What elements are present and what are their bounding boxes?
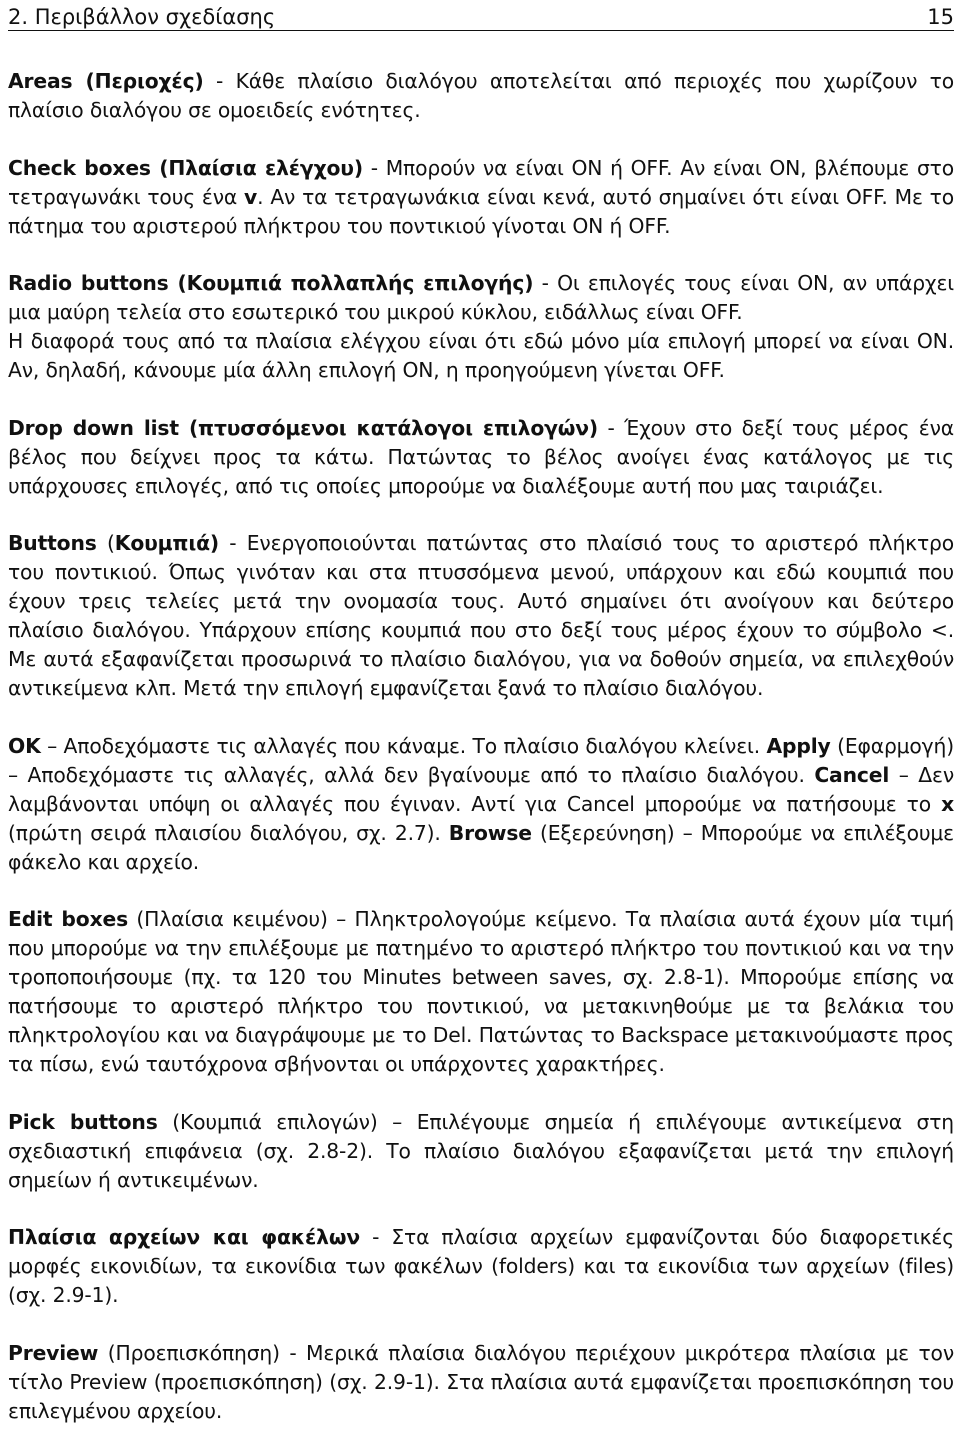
paragraph-preview (8, 1339, 954, 1426)
term-preview: Preview (8, 1340, 99, 1365)
term-x: x (941, 791, 954, 816)
term-apply: Apply (766, 733, 831, 758)
term-areas: Areas (Περιοχές) (8, 69, 204, 93)
text-cancel: – Δεν λαμβάνονται υπόψη οι αλλαγές που έγιναν. Αντί για Cancel μπορούμε να πατήσουμε το (8, 762, 954, 816)
term-checkboxes: Check boxes (Πλαίσια ελέγχου) (8, 155, 363, 180)
text-radio-2: Η διαφορά τους από τα πλαίσια ελέγχου είναι ότι εδώ μόνο μία επιλογή μπορεί να είναι ON. Αν, δηλαδή, κάνουμε μία άλλη επιλογή ON, η προηγούμενη γίνεται OFF. (8, 329, 954, 382)
term-radio-buttons: Radio buttons (Κουμπιά πολλαπλής επιλογής) (8, 271, 534, 295)
paragraph-dropdown (8, 414, 954, 501)
paragraph-checkboxes (8, 154, 954, 241)
term-buttons: Buttons (8, 531, 97, 555)
text-buttons-2: - Ενεργοποιούνται πατώντας στο πλαίσιό τους το αριστερό πλήκτρο του ποντικιού. Όπως γινόταν και στα πτυσσόμενα μενού, υπάρχουν και εδώ κουμπιά που έχουν τρεις τελείες μετά την ονομασία τους. Αυτό σημαίνει ότι ανοίγουν και δεύτερο πλαίσιο διαλόγου. Υπάρχουν επίσης κουμπιά που στο δεξί τους μέρος έχουν το σύμβολο <. Με αυτά εξαφανίζεται προσωρινά το πλαίσιο διαλόγου, για να δοθούν σημεία, να επιλεχθούν αντικείμενα κλπ. Μετά την επιλογή εμφανίζεται ξανά το πλαίσιο διαλόγου. (8, 531, 954, 700)
chapter-title: 2. Περιβάλλον σχεδίασης (8, 5, 276, 29)
text-preview: (Προεπισκόπηση) - Μερικά πλαίσια διαλόγου περιέχουν μικρότερα πλαίσια με τον τίτλο Preview (προεπισκόπηση) (σχ. 2.9-1). Στα πλαίσια αυτά εμφανίζεται προεπισκόπηση του επιλεγμένου αρχείου. (8, 1340, 954, 1423)
term-cancel: Cancel (814, 762, 890, 787)
paragraph-areas (8, 67, 954, 125)
text-areas: - Κάθε πλαίσιο διαλόγου αποτελείται από περιοχές που χωρίζουν το πλαίσιο διαλόγου σε ομοειδείς ενότητες. (8, 69, 954, 122)
text-dropdown: - Έχουν στο δεξί τους μέρος ένα βέλος που δείχνει προς τα κάτω. Πατώντας το βέλος ανοίγει ένας κατάλογος με τις υπάρχουσες επιλογές, από τις οποίες μπορούμε να διαλέξουμε αυτή που μας ταιριάζει. (8, 415, 955, 498)
page-body (8, 67, 954, 1426)
term-edit-boxes: Edit boxes (8, 907, 129, 931)
text-apply: (Εφαρμογή) – Αποδεχόμαστε τις αλλαγές, αλλά δεν βγαίνουμε από το πλαίσιο διαλόγου. (8, 733, 954, 787)
page-number: 15 (927, 5, 954, 29)
text-browse: (Εξερεύνηση) – Μπορούμε να επιλέξουμε φάκελο και αρχείο. (8, 820, 954, 874)
term-browse: Browse (448, 820, 532, 845)
text-buttons-1: ( (96, 531, 115, 555)
paragraph-pick-buttons (8, 1108, 954, 1195)
paragraph-buttons (8, 529, 954, 703)
paragraph-ok-apply-cancel (8, 732, 954, 877)
text-x: (πρώτη σειρά πλαισίου διαλόγου, σχ. 2.7). (8, 820, 449, 845)
text-ok: – Αποδεχόμαστε τις αλλαγές που κάναμε. Το πλαίσιο διαλόγου κλείνει. (40, 733, 767, 758)
text-pick-buttons: (Κουμπιά επιλογών) – Επιλέγουμε σημεία ή επιλέγουμε αντικείμενα στη σχεδιαστική επιφάνεια (σχ. 2.8-2). Το πλαίσιο διαλόγου εξαφανίζεται μετά την επιλογή σημείων ή αντικειμένων. (8, 1109, 954, 1192)
text-radio-1: - Οι επιλογές τους είναι ON, αν υπάρχει μια μαύρη τελεία στο εσωτερικό του μικρού κύκλου, ειδάλλως είναι OFF. (8, 271, 955, 324)
term-pick-buttons: Pick buttons (8, 1109, 158, 1134)
term-dropdown: Drop down list (πτυσσόμενοι κατάλογοι επιλογών) (8, 415, 599, 440)
paragraph-files-folders (8, 1223, 954, 1310)
text-edit-boxes: (Πλαίσια κειμένου) – Πληκτρολογούμε κείμενο. Τα πλαίσια αυτά έχουν μία τιμή που μπορούμε να την επιλέξουμε με πατημένο το αριστερό πλήκτρο του ποντικιού και να την τροποποιήσουμε (πχ. τα 120 του Minutes between saves, σχ. 2.8-1). Μπορούμε επίσης να πατήσουμε το αριστερό πλήκτρο του ποντικιού, να μετακινηθούμε με τα βελάκια του πληκτρολογίου και να διαγράψουμε με το Del. Πατώντας το Backspace μετακινούμαστε προς τα πίσω, ενώ ταυτόχρονα σβήνονται οι υπάρχοντες χαρακτήρες. (8, 907, 954, 1076)
text-checkboxes-1: - Μπορούν να είναι ON ή OFF. Αν είναι ON, βλέπουμε στο τετραγωνάκι τους ένα (8, 155, 954, 209)
paragraph-edit-boxes (8, 905, 954, 1079)
text-checkboxes-2: . Αν τα τετραγωνάκια είναι κενά, αυτό σημαίνει ότι είναι OFF. Με το πάτημα του αριστερού πλήκτρου του ποντικιού γίνοται ON ή OFF. (8, 184, 954, 238)
paragraph-radio-buttons (8, 269, 954, 385)
text-files-folders: - Στα πλαίσια αρχείων εμφανίζονται δύο διαφορετικές μορφές εικονιδίων, τα εικονίδια των φακέλων (folders) και τα εικονίδια των αρχείων (files) (σχ. 2.9-1). (8, 1225, 954, 1307)
page-header (8, 0, 954, 31)
document-page (8, 0, 954, 1454)
checkmark-v: v (244, 184, 258, 209)
term-buttons-greek: Κουμπιά) (114, 531, 219, 555)
term-files-folders: Πλαίσια αρχείων και φακέλων (8, 1225, 360, 1249)
term-ok: OK (8, 733, 41, 758)
